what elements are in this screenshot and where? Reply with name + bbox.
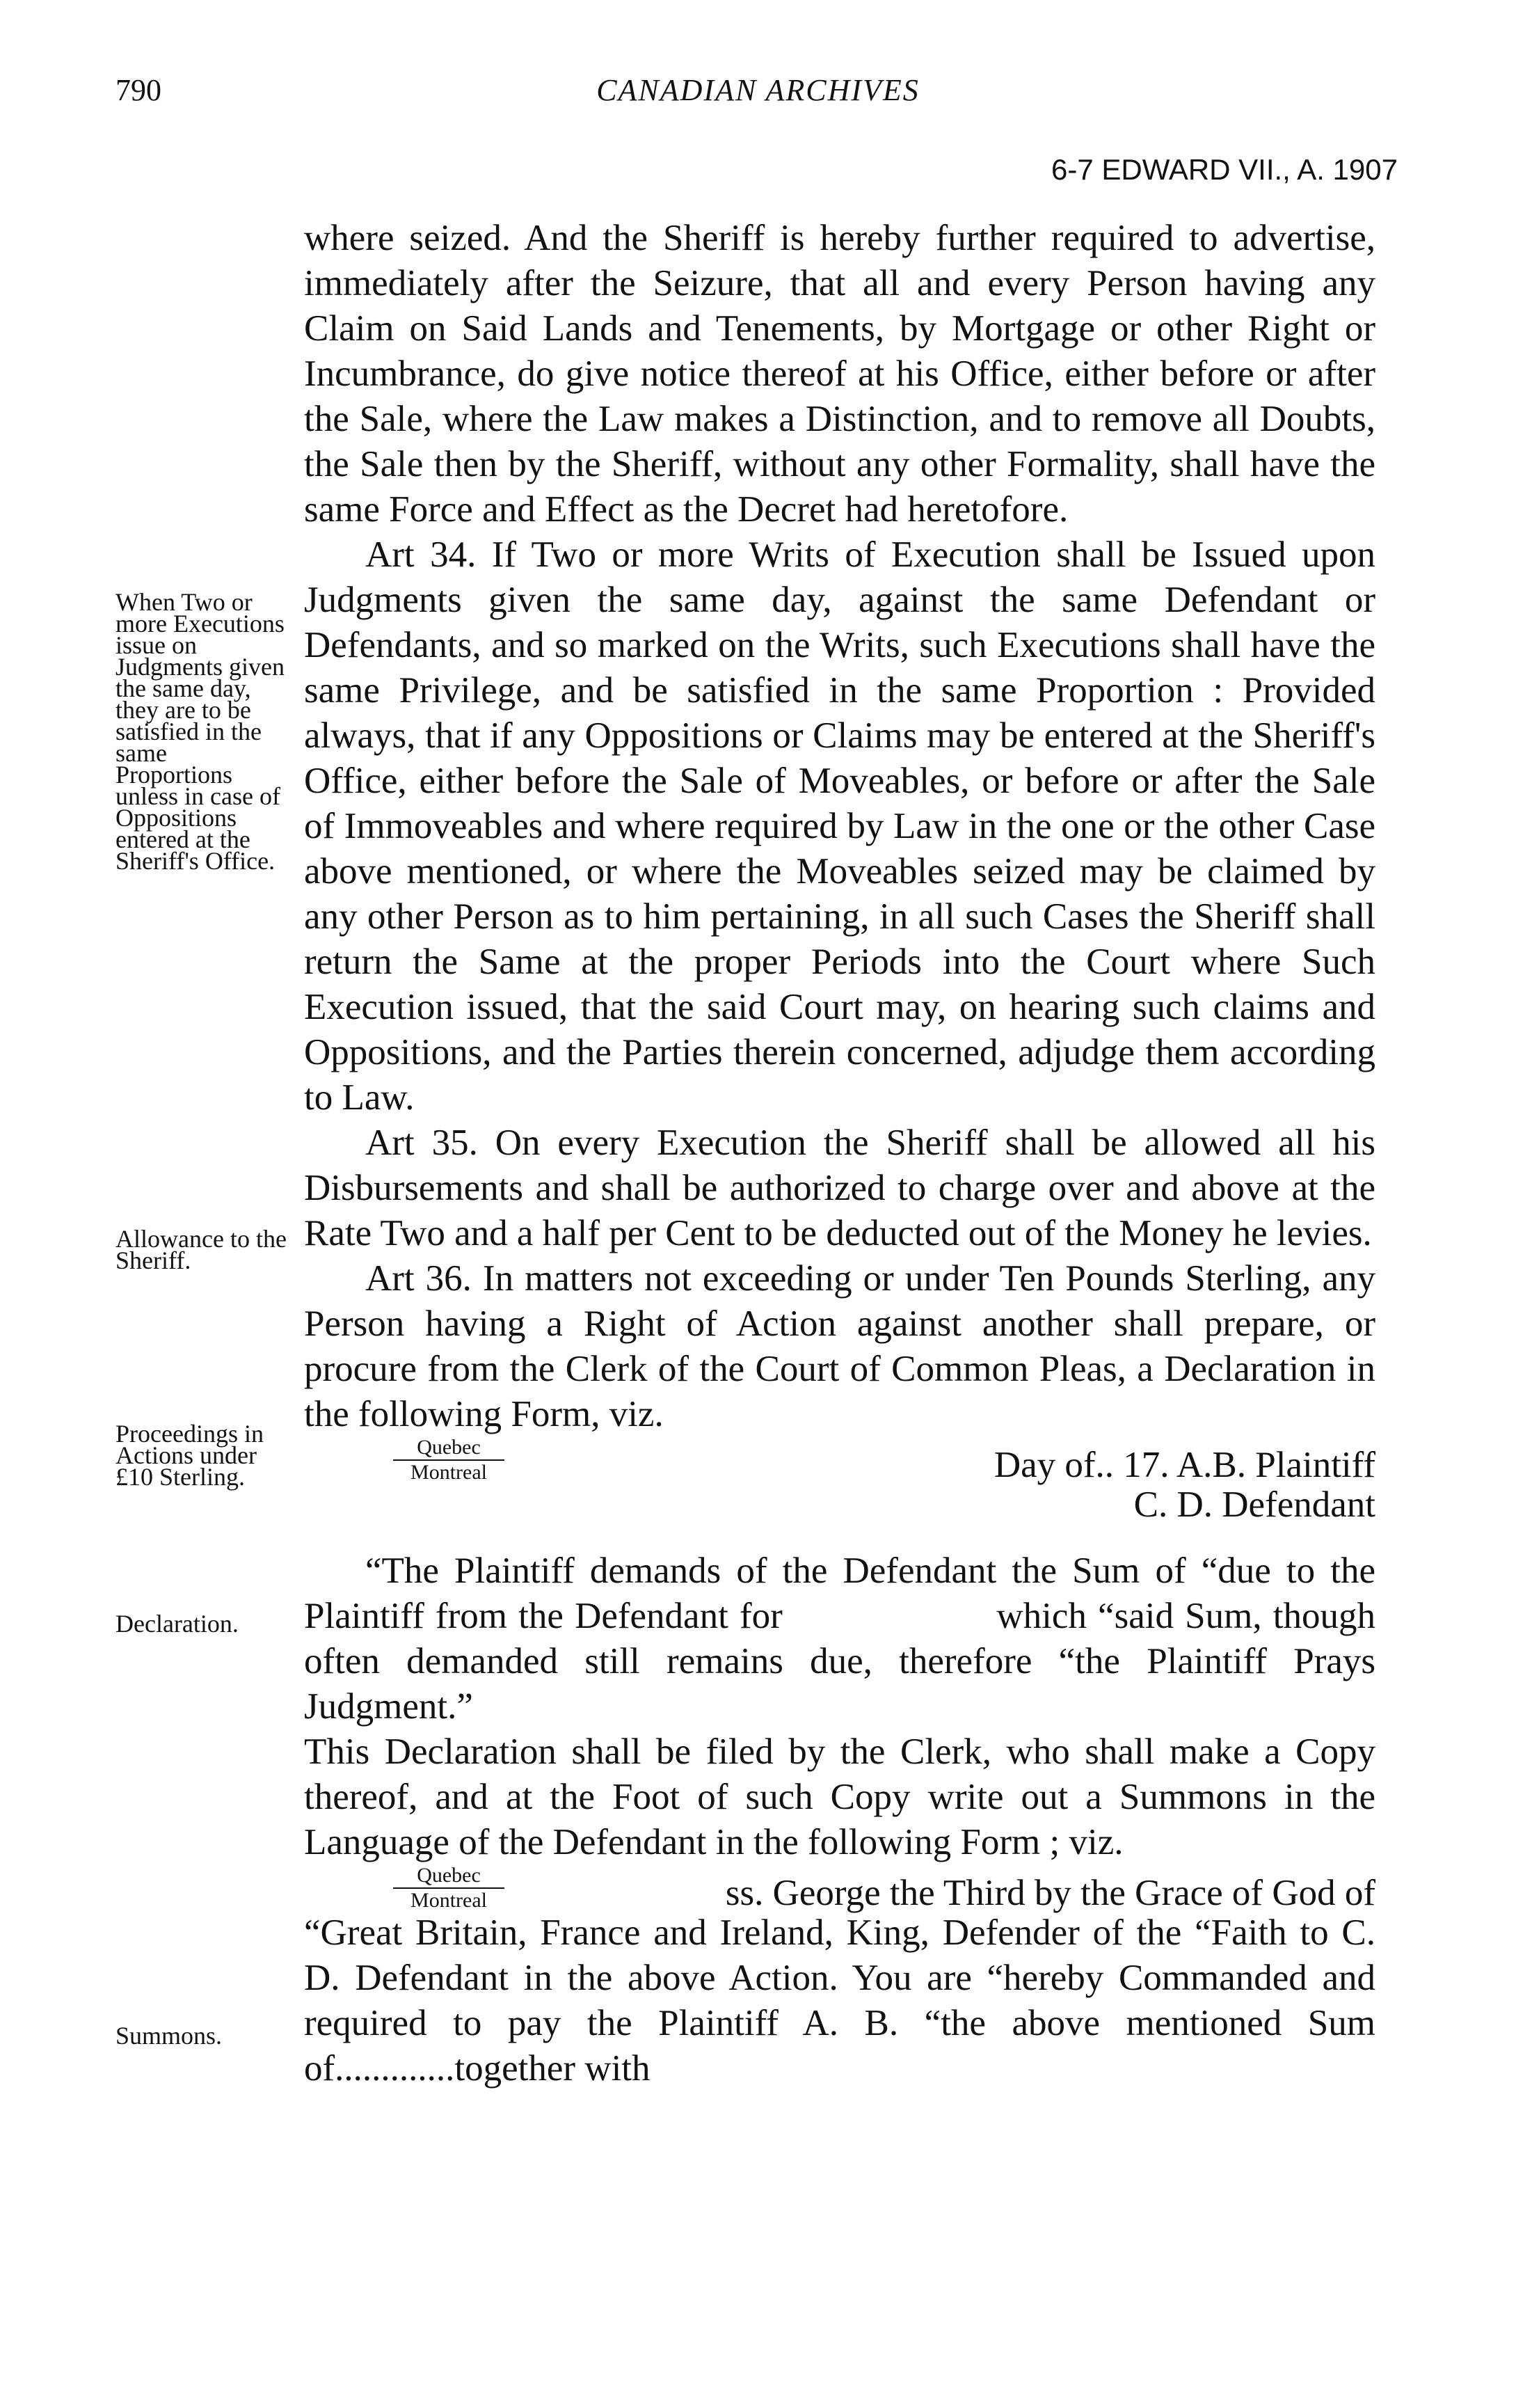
page-number: 790 [115,73,161,107]
document-body [304,216,1375,2091]
place-quebec: Quebec [393,1865,504,1889]
paragraph-continuation: where seized. And the Sheriff is hereby further required to advertise, immediately after the Seizure, that all and every Person having any Claim on Said Lands and Tenements, by Mortgage or other Right or Incumbrance, do give notice thereof at his Office, either before or after the Sale, where the Law makes a Distinction, and to remove all Doubts, the Sale then by the Sheriff, without any other Formality, shall have the same Force and Effect as the Decret had heretofore. [304,218,1375,530]
margin-note-declaration: Declaration. [115,1610,239,1638]
margin-note-proceedings: Proceedings in Actions under £10 Sterling. [115,1420,264,1491]
running-title: CANADIAN ARCHIVES [596,73,920,107]
summons-body: “Great Britain, France and Ireland, King, Defender of the “Faith to C. D. Defendant in the above Action. You are “hereby Commanded and required to pay the Plaintiff A. B. “the above mentioned Sum of.............together with [304,1912,1375,2089]
article-34: Art 34. If Two or more Writs of Execution shall be Issued upon Judgments given the same day, against the same Defendant or Defendants, and so marked on the Writs, such Executions shall have the same Privilege, and be satisfied in the same Proportion : Provided always, that if any Oppositions or Claims may be entered at the Sheriff's Office, either before the Sale of Moveables, or before or after the Sale of Immoveables and where required by Law in the one or the other Case above mentioned, or where the Moveables seized may be claimed by any other Person as to him pertaining, in all such Cases the Sheriff shall return the Same at the proper Periods into the Court where Such Execution issued, that the said Court may, on hearing such claims and Oppositions, and the Parties therein concerned, adjudge them according to Law. [304,534,1375,1118]
summons-caption: ss. George the Third by the Grace of God of [725,1873,1375,1913]
declaration-form-line [304,1436,1375,1485]
declaration-caption: Day of.. 17. A.B. Plaintiff [994,1445,1375,1485]
article-35: Art 35. On every Execution the Sheriff shall be allowed all his Disbursements and shall be authorized to charge over and above at the Rate Two and a half per Cent to be deducted out of the Money he levies. [304,1123,1375,1253]
declaration-quote: “The Plaintiff demands of the Defendant the Sum of “due to the Plaintiff from the Defendant for which “said Sum, though often demanded still remains due, therefore “the Plaintiff Prays Judgment.” [304,1551,1375,1727]
edition-line: 6-7 EDWARD VII., A. 1907 [1051,153,1398,186]
summons-place [393,1865,504,1911]
article-36: Art 36. In matters not exceeding or under Ten Pounds Sterling, any Person having a Right of Action against another shall prepare, or procure from the Clerk of the Court of Common Pleas, a Declaration in the following Form, viz. [304,1258,1375,1434]
place-quebec: Quebec [393,1437,504,1461]
clerk-paragraph: This Declaration shall be filed by the Clerk, who shall make a Copy thereof, and at the Foot of such Copy write out a Summons in the Language of the Defendant in the following Form ; viz. [304,1732,1375,1862]
margin-note-allowance: Allowance to the Sheriff. [115,1225,287,1274]
margin-note-executions: When Two or more Executions issue on Judgments given the same day, they are to be satisfied in the same Proportions unless in case of Oppositions entered at the Sheriff's Office. [115,588,285,875]
margin-note-summons: Summons. [115,2022,223,2050]
declaration-defendant: C. D. Defendant [1133,1484,1375,1525]
summons-form-line [304,1864,1375,1913]
place-montreal: Montreal [410,1461,487,1484]
declaration-place [393,1437,504,1483]
place-montreal: Montreal [410,1889,487,1912]
